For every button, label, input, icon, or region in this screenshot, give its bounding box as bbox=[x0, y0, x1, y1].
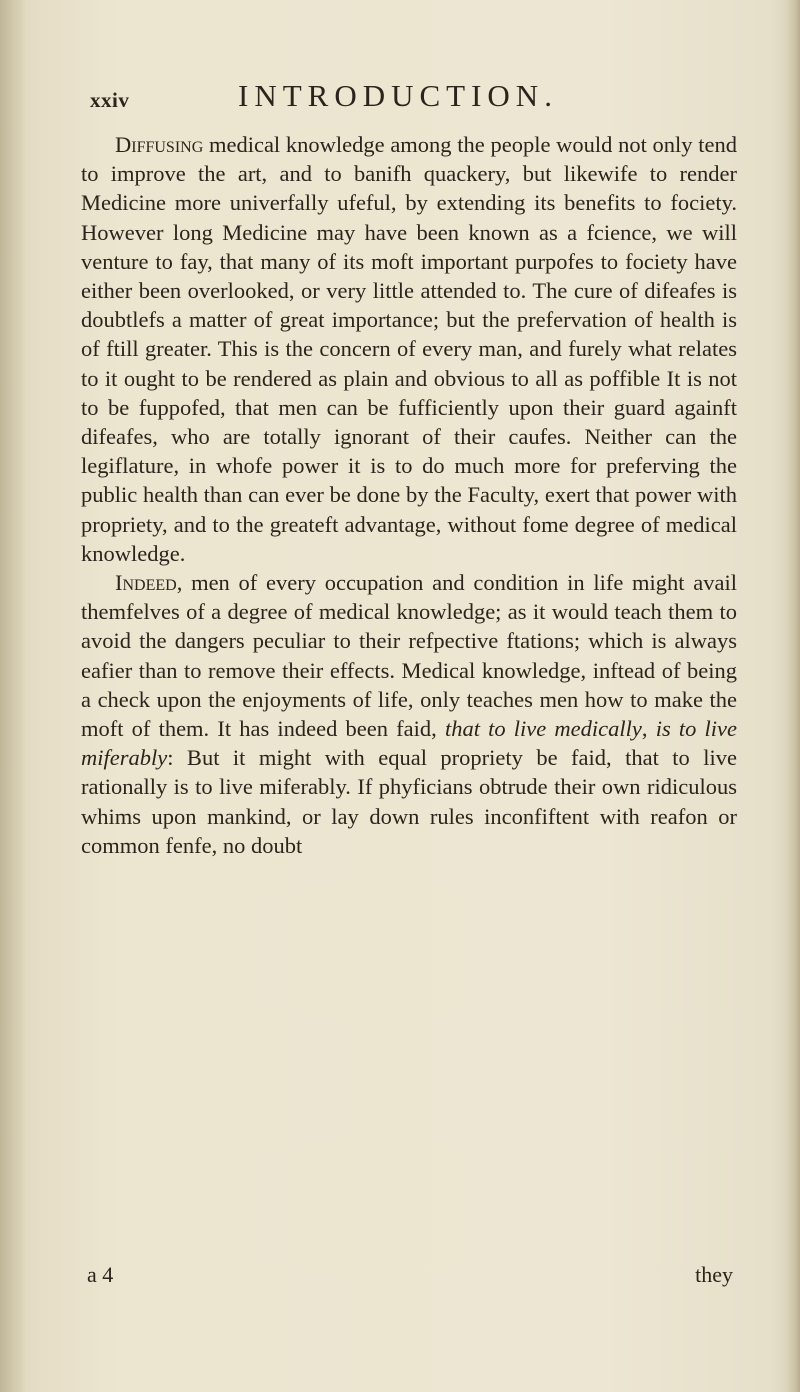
paragraph-2-italic-phrase-2: is to live miferably bbox=[81, 716, 737, 771]
catchword: they bbox=[695, 1262, 733, 1287]
paragraph-1-lead-word: Diffusing bbox=[115, 132, 204, 157]
paragraph-2-text-part-2: , bbox=[641, 716, 656, 742]
page-header bbox=[90, 78, 750, 118]
paragraph-2-italic-phrase-1: that to live medically bbox=[444, 716, 642, 742]
paragraph-1-text: medical knowledge among the people would not only tend to improve the art, and to banifh quackery, but likewife to render Medicine more univerfally ufeful, by extending its benefits to fociety. However long Medicine may have been known as a fcience, we will venture to fay, that many of its moft important purpofes to fociety have either been overlooked, or very little attended to. The cure of difeafes is doubtlefs a matter of great importance; but the prefervation of health is of ftill greater. This is the concern of every man, and furely what relates to it ought to be rendered as plain and obvious to all as poffible It is not to be fuppofed, that men can be fufficiently upon their guard againft difeafes, who are totally ignorant of their caufes. Neither can the legiflature, in whofe power it is to do much more for preferving the public health than can ever be done by the Faculty, exert that power with propriety, and to the greateft advantage, without fome degree of medical knowledge. bbox=[81, 132, 737, 566]
page-number: xxiv bbox=[90, 88, 130, 112]
paragraph-2-text-part-3: : But it might with equal propriety be faid, that to live rationally is to live miferably. If phyficians obtrude their own ridiculous whims upon mankind, or lay down rules inconfiftent with reafon or common fenfe, no doubt bbox=[81, 745, 737, 858]
paragraph-2 bbox=[81, 568, 737, 860]
page-binding-shadow bbox=[0, 0, 26, 1392]
paragraph-1 bbox=[81, 130, 737, 568]
page-footer bbox=[81, 1262, 737, 1292]
paragraph-2-text-part-1: men of every occupation and condition in life might avail themfelves of a degree of medical knowledge; as it would teach them to avoid the dangers peculiar to their refpective ftations; which is always eafier than to remove their effects. Medical knowledge, inftead of being a check upon the enjoyments of life, only teaches men how to make the moft of them. It has indeed been faid, bbox=[81, 570, 737, 742]
page-edge-shadow bbox=[786, 0, 800, 1392]
paragraph-2-lead-word: Indeed, bbox=[115, 570, 183, 596]
body-text bbox=[81, 130, 737, 860]
running-title: INTRODUCTION. bbox=[238, 78, 558, 113]
signature-mark: a 4 bbox=[87, 1262, 114, 1287]
